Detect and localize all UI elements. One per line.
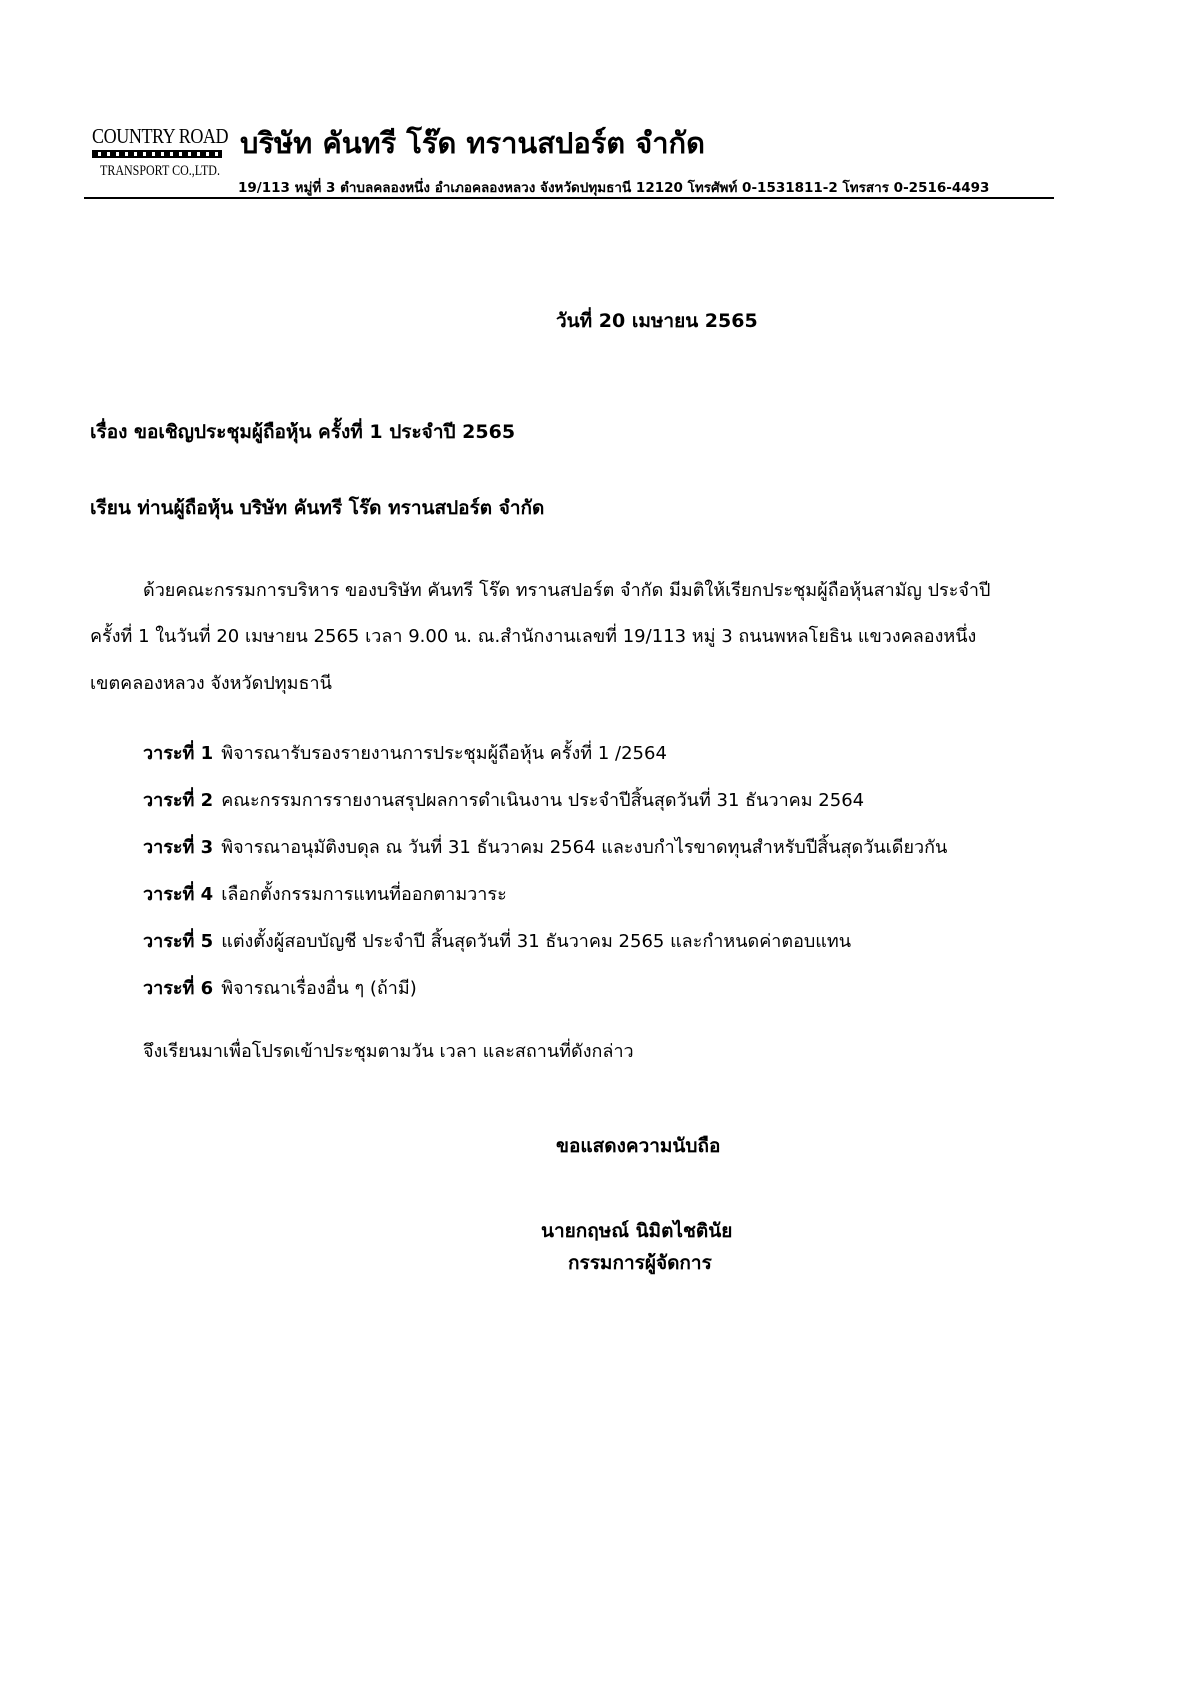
body-line-1: ด้วยคณะกรรมการบริหาร ของบริษัท คันทรี โร๊ด ทรานสปอร์ต จำกัด มีมติให้เรียกประชุมผู้ถือหุ้นสามัญ ประจำปี [143, 580, 991, 601]
agenda-text: เลือกตั้งกรรมการแทนที่ออกตามวาระ [221, 884, 507, 905]
letter-date: วันที่ 20 เมษายน 2565 [556, 310, 758, 332]
agenda-item [143, 738, 947, 785]
closing-line: จึงเรียนมาเพื่อโปรดเข้าประชุมตามวัน เวลา และสถานที่ดังกล่าว [143, 1041, 634, 1062]
header-divider [84, 197, 1054, 199]
agenda-item [143, 832, 947, 879]
signer-title: กรรมการผู้จัดการ [568, 1252, 712, 1274]
agenda-text: พิจารณารับรองรายงานการประชุมผู้ถือหุ้น ครั้งที่ 1 /2564 [221, 743, 667, 764]
letter-salutation: เรียน ท่านผู้ถือหุ้น บริษัท คันทรี โร๊ด ทรานสปอร์ต จำกัด [90, 497, 545, 519]
company-name: บริษัท คันทรี โร๊ด ทรานสปอร์ต จำกัด [240, 126, 705, 160]
agenda-text: แต่งตั้งผู้สอบบัญชี ประจำปี สิ้นสุดวันที่ 31 ธันวาคม 2565 และกำหนดค่าตอบแทน [221, 931, 852, 952]
agenda-text: คณะกรรมการรายงานสรุปผลการดำเนินงาน ประจำปีสิ้นสุดวันที่ 31 ธันวาคม 2564 [221, 790, 865, 811]
company-logo [92, 124, 229, 181]
agenda-label: วาระที่ 4 [143, 884, 214, 905]
body-line-2: ครั้งที่ 1 ในวันที่ 20 เมษายน 2565 เวลา 9.00 น. ณ.สำนักงานเลขที่ 19/113 หมู่ 3 ถนนพหลโยธิน แขวงคลองหนึ่ง [90, 626, 977, 647]
agenda-item [143, 973, 947, 1020]
body-line-3: เขตคลองหลวง จังหวัดปทุมธานี [90, 673, 332, 694]
agenda-item [143, 926, 947, 973]
agenda-text: พิจารณาอนุมัติงบดุล ณ วันที่ 31 ธันวาคม 2564 และงบกำไรขาดทุนสำหรับปีสิ้นสุดวันเดียวกัน [221, 837, 948, 858]
agenda-text: พิจารณาเรื่องอื่น ๆ (ถ้ามี) [221, 978, 417, 999]
signature-regards: ขอแสดงความนับถือ [556, 1135, 721, 1157]
agenda-label: วาระที่ 2 [143, 790, 214, 811]
agenda-label: วาระที่ 3 [143, 837, 214, 858]
agenda-list [143, 738, 947, 1020]
logo-film-strip [92, 150, 222, 158]
agenda-label: วาระที่ 1 [143, 743, 214, 764]
agenda-label: วาระที่ 6 [143, 978, 214, 999]
agenda-label: วาระที่ 5 [143, 931, 214, 952]
company-address: 19/113 หมู่ที่ 3 ตำบลคลองหนึ่ง อำเภอคลองหลวง จังหวัดปทุมธานี 12120 โทรศัพท์ 0-1531811-2 โทรสาร 0-2516-4493 [238, 180, 990, 196]
logo-bottom-text: TRANSPORT CO.,LTD. [100, 163, 220, 179]
letter-subject: เรื่อง ขอเชิญประชุมผู้ถือหุ้น ครั้งที่ 1 ประจำปี 2565 [90, 421, 516, 443]
logo-top-text: COUNTRY ROAD [92, 124, 229, 148]
signer-name: นายกฤษณ์ นิมิตไชตินัย [541, 1220, 733, 1242]
agenda-item [143, 785, 947, 832]
agenda-item [143, 879, 947, 926]
